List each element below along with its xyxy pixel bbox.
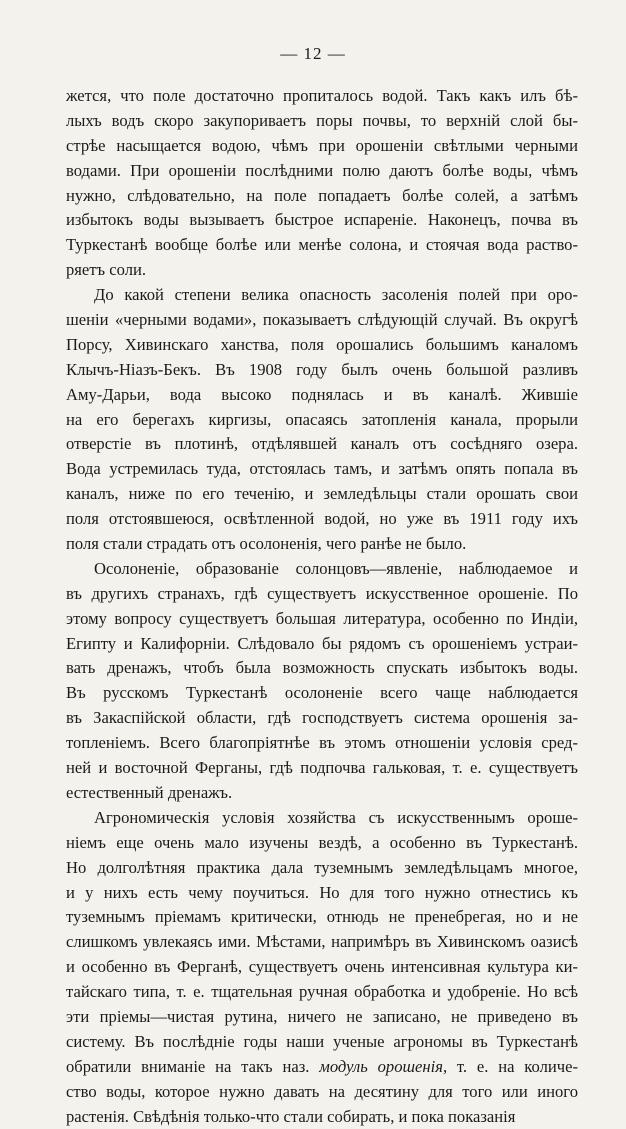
paragraph-line: Аму-Дарьи, вода высоко поднялась и въ каналѣ. Жившіе — [66, 384, 578, 404]
paragraph-line: естественный дренажъ. — [66, 782, 233, 802]
paragraph-line: слишкомъ увлекаясь ими. Мѣстами, напримѣръ въ Хивинскомъ оазисѣ — [66, 932, 578, 952]
paragraph-line: поля отстоявшеюся, освѣтленной водой, но уже въ 1911 году ихъ — [66, 509, 578, 529]
paragraph-line: туземнымъ пріемамъ критически, отнюдь не пренебрегая, но и не — [66, 907, 578, 927]
paragraph-line: стрѣе насыщается водою, чѣмъ при орошеніи свѣтлыми черными — [66, 135, 578, 155]
italic-term: модуль орошенія — [319, 1056, 443, 1076]
paragraph-line: эти пріемы—чистая рутина, ничего не записано, не приведено въ — [66, 1006, 578, 1026]
paragraph-line: обратили вниманіе на такъ наз. модуль орошенія, т. е. на количе- — [66, 1056, 578, 1076]
paragraph-line: Но долголѣтняя практика дала туземнымъ земледѣльцамъ многое, — [66, 857, 578, 877]
paragraph-line: Въ русскомъ Туркестанѣ осолоненіе всего чаще наблюдается — [66, 683, 578, 703]
paragraph-line: поля стали страдать отъ осолоненія, чего ранѣе не было. — [66, 534, 467, 554]
paragraph-line: ство воды, которое нужно давать на десятину для того или иного — [66, 1081, 578, 1101]
paragraph-line: Клычъ-Ніазъ-Бекъ. Въ 1908 году былъ очень большой разливъ — [66, 359, 578, 379]
paragraph-line: Вода устремилась туда, отстоялась тамъ, и затѣмъ опять попала въ — [66, 459, 578, 479]
paragraph-line: топленіемъ. Всего благопріятнѣе въ этомъ отношеніи условія сред- — [66, 733, 578, 753]
paragraph-line: отверстіе въ плотинѣ, отдѣлявшей каналъ отъ сосѣдняго озера. — [66, 434, 578, 454]
paragraph-line: Агрономическія условія хозяйства съ искусственнымъ ороше- — [94, 807, 578, 827]
paragraph-line: систему. Въ послѣдніе годы наши ученые агрономы въ Туркестанѣ — [66, 1031, 578, 1051]
paragraph-line: лыхъ водъ скоро закупориваетъ поры почвы, то верхній слой бы- — [66, 110, 578, 130]
paragraph-line: въ Закаспійской области, гдѣ господствуетъ система орошенія за- — [66, 708, 578, 728]
paragraph-line: водами. При орошеніи послѣдними полю даютъ болѣе воды, чѣмъ — [66, 160, 578, 180]
paragraph-line: шеніи «черными водами», показываетъ слѣдующій случай. Въ округѣ — [66, 310, 578, 330]
body-text — [66, 84, 578, 1129]
paragraph-line: Египту и Калифорніи. Слѣдовало бы рядомъ съ орошеніемъ устраи- — [66, 633, 578, 653]
paragraph-line: Порсу, Хивинскаго ханства, поля орошались большимъ каналомъ — [66, 334, 578, 354]
paragraph-line: этому вопросу существуетъ большая литература, особенно по Индіи, — [66, 608, 578, 628]
paragraph-line: До какой степени велика опасность засоленія полей при оро- — [94, 285, 578, 305]
paragraph-line: и у нихъ есть чему поучиться. Но для того нужно отнестись къ — [66, 882, 578, 902]
paragraph-line: каналъ, ниже по его теченію, и земледѣльцы стали орошать свои — [66, 484, 578, 504]
paragraph-line: и особенно въ Ферганѣ, существуетъ очень интенсивная культура ки- — [66, 957, 578, 977]
paragraph-line: ней и восточной Ферганы, гдѣ подпочва гальковая, т. е. существуетъ — [66, 758, 578, 778]
paragraph-line: Туркестанѣ вообще болѣе или менѣе солона, и стоячая вода раство- — [66, 235, 578, 255]
paragraph-line: жется, что поле достаточно пропиталось водой. Такъ какъ илъ бѣ- — [66, 86, 578, 105]
paragraph-line: въ другихъ странахъ, гдѣ существуетъ искусственное орошеніе. По — [66, 583, 578, 603]
page-number: — 12 — — [280, 44, 346, 63]
paragraph-line: на его берегахъ киргизы, опасаясь затопленія канала, прорыли — [66, 409, 578, 429]
paragraph-line: избытокъ воды вызываетъ быстрое испареніе. Наконецъ, почва въ — [66, 210, 578, 230]
paragraph-line: растенія. Свѣдѣнія только-что стали собирать, и пока показанія — [66, 1106, 516, 1126]
paragraph-line: тайскаго типа, т. е. тщательная ручная обработка и удобреніе. Но всѣ — [66, 982, 578, 1002]
paragraph-line: вать дренажъ, чтобъ была возможность спускать избытокъ воды. — [66, 658, 578, 678]
paragraph-line: Осолоненіе, образованіе солонцовъ—явленіе, наблюдаемое и — [94, 558, 578, 578]
paragraph-line: ряетъ соли. — [66, 260, 147, 280]
paragraph-line: нужно, слѣдовательно, на поле попадаетъ болѣе солей, а затѣмъ — [66, 185, 578, 205]
paragraph-line: ніемъ еще очень мало изучены вездѣ, а особенно въ Туркестанѣ. — [66, 832, 578, 852]
